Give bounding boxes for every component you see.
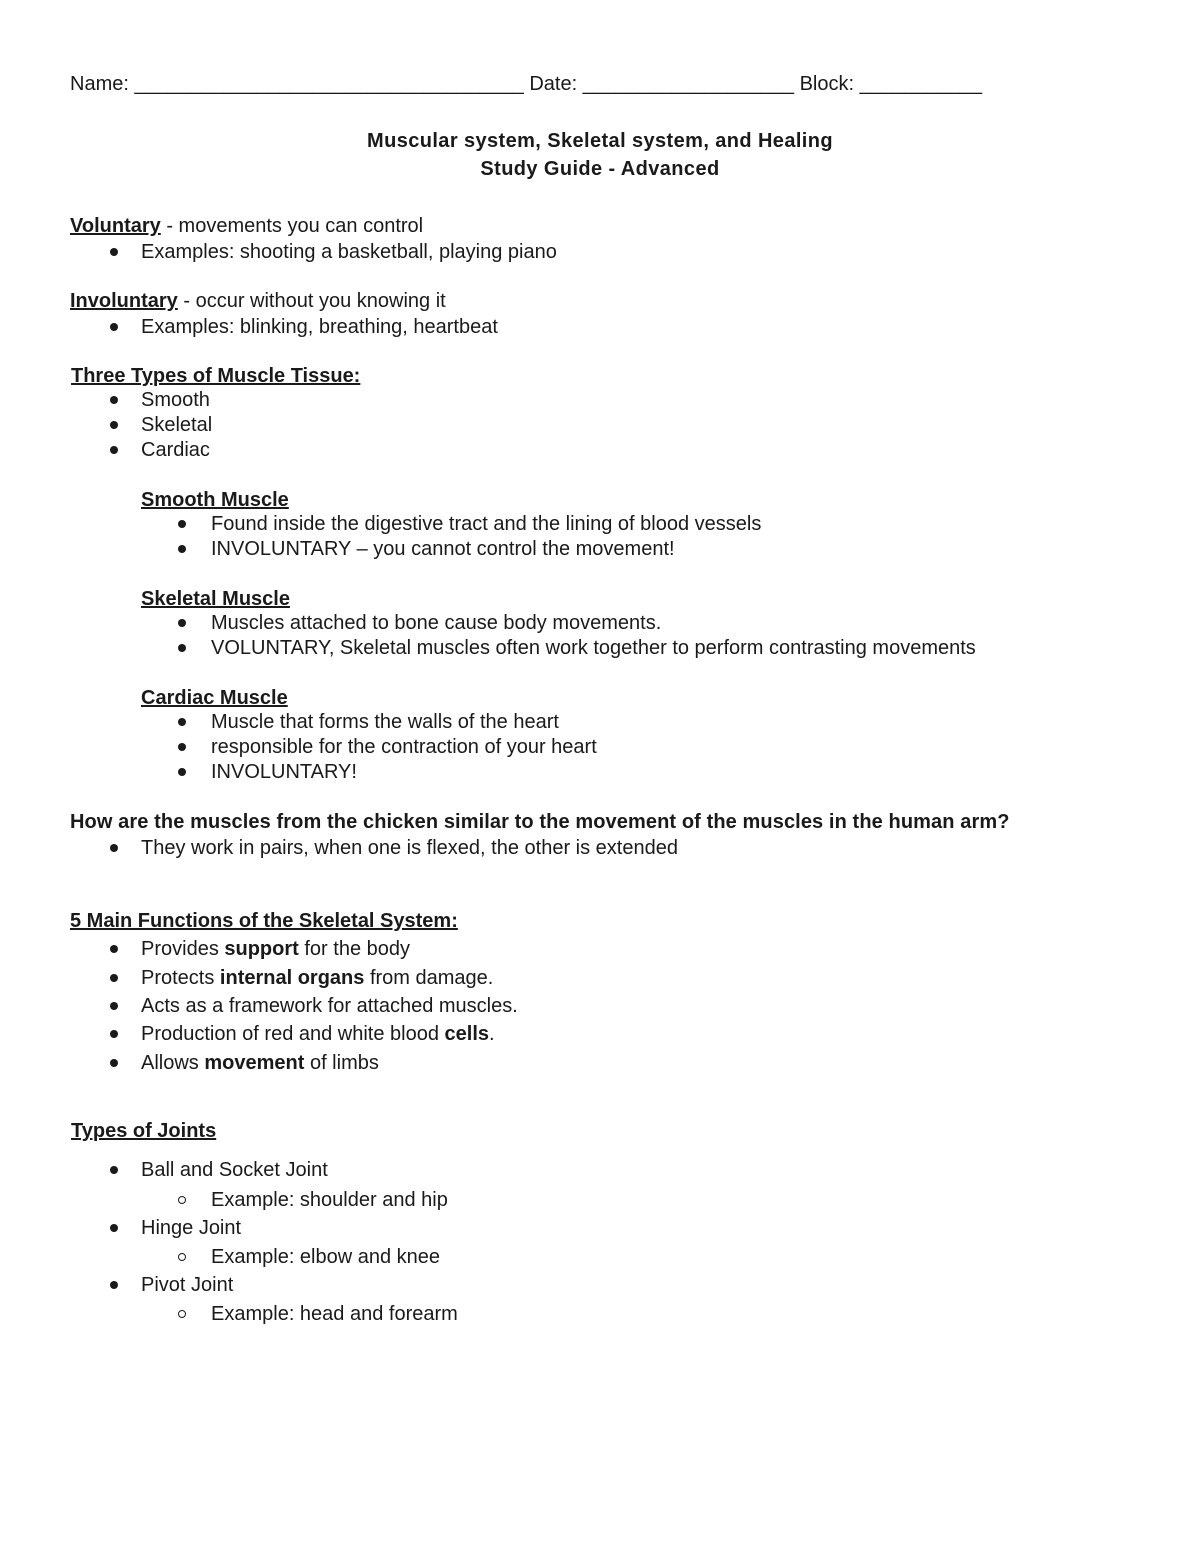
bullet-icon: [178, 743, 186, 751]
function-text: for the body: [298, 938, 410, 960]
function-text: Protects: [141, 967, 220, 989]
bullet-icon: [178, 619, 186, 627]
tissue-types-heading: Three Types of Muscle Tissue:: [71, 365, 361, 387]
bullet-icon: [110, 1166, 118, 1174]
bullet-icon: [178, 520, 186, 528]
cardiac-muscle-item: Muscle that forms the walls of the heart: [211, 711, 559, 733]
bullet-icon: [178, 718, 186, 726]
voluntary-term: Voluntary: [70, 215, 161, 237]
bullet-icon: [110, 446, 118, 454]
joints-heading: Types of Joints: [71, 1120, 217, 1142]
function-keyword: support: [224, 938, 299, 960]
function-text: from damage.: [364, 967, 494, 989]
bullet-icon: [178, 644, 186, 652]
skeletal-functions-heading: 5 Main Functions of the Skeletal System:: [70, 910, 458, 932]
function-text: .: [489, 1023, 495, 1045]
smooth-muscle-item: INVOLUNTARY – you cannot control the movement!: [211, 538, 675, 560]
bullet-icon: [110, 1002, 118, 1010]
function-text: Acts as a framework for attached muscles.: [141, 995, 518, 1017]
bullet-icon: [110, 1030, 118, 1038]
hollow-bullet-icon: [178, 1196, 186, 1204]
joint-example: Example: head and forearm: [211, 1303, 458, 1325]
function-keyword: cells: [444, 1023, 490, 1045]
smooth-muscle-item: Found inside the digestive tract and the lining of blood vessels: [211, 513, 762, 535]
name-date-block-line: Name: ___________________________________ Date: ___________________ Block: ___________: [70, 73, 982, 95]
smooth-muscle-heading: Smooth Muscle: [141, 489, 289, 511]
voluntary-example: Examples: shooting a basketball, playing piano: [141, 241, 557, 263]
tissue-type-item: Skeletal: [141, 414, 213, 436]
joint-name: Hinge Joint: [141, 1217, 242, 1239]
bullet-icon: [110, 1224, 118, 1232]
chicken-question: How are the muscles from the chicken similar to the movement of the muscles in the human arm?: [70, 811, 1010, 833]
cardiac-muscle-item: responsible for the contraction of your heart: [211, 736, 597, 758]
tissue-type-item: Cardiac: [141, 439, 210, 461]
bullet-icon: [110, 1059, 118, 1067]
bullet-icon: [110, 396, 118, 404]
page-subtitle: Study Guide - Advanced: [480, 158, 720, 180]
skeletal-muscle-item: VOLUNTARY, Skeletal muscles often work together to perform contrasting movements: [211, 637, 976, 659]
function-text: Allows: [141, 1052, 205, 1074]
bullet-icon: [110, 248, 118, 256]
skeletal-function-item: [141, 1051, 379, 1075]
chicken-answer: They work in pairs, when one is flexed, the other is extended: [141, 837, 678, 859]
involuntary-term: Involuntary: [70, 290, 178, 312]
cardiac-muscle-item: INVOLUNTARY!: [211, 761, 357, 783]
voluntary-definition: [70, 214, 423, 238]
function-keyword: movement: [204, 1052, 305, 1074]
function-text: Provides: [141, 938, 225, 960]
joint-example: Example: elbow and knee: [211, 1246, 441, 1268]
bullet-icon: [110, 421, 118, 429]
skeletal-function-item: [141, 994, 518, 1018]
page-title: Muscular system, Skeletal system, and Healing: [367, 130, 833, 152]
skeletal-function-item: [141, 937, 410, 961]
bullet-icon: [178, 768, 186, 776]
function-text: Production of red and white blood: [141, 1023, 445, 1045]
hollow-bullet-icon: [178, 1310, 186, 1318]
joint-name: Ball and Socket Joint: [141, 1159, 328, 1181]
cardiac-muscle-heading: Cardiac Muscle: [141, 687, 288, 709]
function-text: of limbs: [304, 1052, 379, 1074]
bullet-icon: [110, 844, 118, 852]
bullet-icon: [110, 974, 118, 982]
involuntary-definition-text: - occur without you knowing it: [177, 290, 446, 312]
involuntary-example: Examples: blinking, breathing, heartbeat: [141, 316, 498, 338]
bullet-icon: [110, 323, 118, 331]
skeletal-muscle-heading: Skeletal Muscle: [141, 588, 290, 610]
bullet-icon: [178, 545, 186, 553]
involuntary-definition: [70, 289, 446, 313]
function-keyword: internal organs: [219, 967, 365, 989]
tissue-type-item: Smooth: [141, 389, 210, 411]
skeletal-function-item: [141, 1022, 495, 1046]
hollow-bullet-icon: [178, 1253, 186, 1261]
joint-example: Example: shoulder and hip: [211, 1189, 448, 1211]
bullet-icon: [110, 945, 118, 953]
bullet-icon: [110, 1281, 118, 1289]
skeletal-muscle-item: Muscles attached to bone cause body movements.: [211, 612, 662, 634]
joint-name: Pivot Joint: [141, 1274, 234, 1296]
skeletal-function-item: [141, 966, 493, 990]
voluntary-definition-text: - movements you can control: [160, 215, 424, 237]
